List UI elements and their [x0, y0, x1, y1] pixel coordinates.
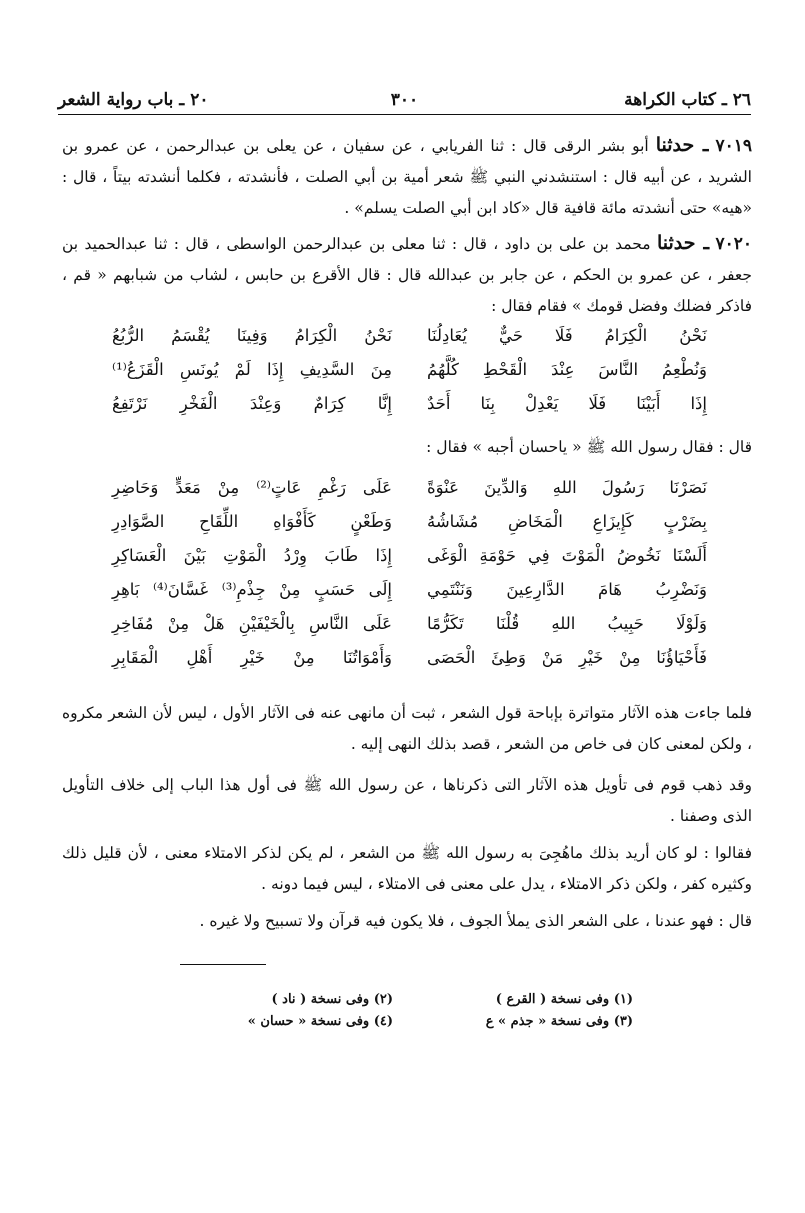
hadith-7020 — [62, 228, 752, 322]
verse-first-hemistich: نَحْنُ الْكِرَامُ فَلَا حَيٌّ يُعَادِلُنَا — [427, 326, 707, 345]
hadith-text-line: محمد بن على بن داود ، قال : ثنا معلى بن عبدالرحمن الواسطى ، قال : ثنا عبدالحميد بن جعفر ، عن — [62, 235, 752, 284]
poem-verse — [112, 642, 707, 676]
poem-verse — [112, 472, 707, 506]
transition-line: قال : فقال رسول الله ﷺ « ياحسان أجبه » فقال : — [426, 438, 752, 456]
hadith-text-line: عمرو بن الحكم ، عن جابر بن عبدالله قال : قال الأقرع بن حابس ، لشاب من شبابهم « قم ، فاذكر فضلك وفضل — [62, 266, 752, 315]
poem-verse — [112, 388, 707, 422]
verse-first-hemistich: بِضَرْبٍ كَإِيزَاعِ الْمَخَاضِ مُشَاشُهُ — [427, 512, 707, 531]
hadith-7019 — [62, 130, 752, 224]
verse-first-hemistich: أَلَسْنَا نَخُوضُ الْمَوْتَ فِي حَوْمَةِ الْوَغَى — [427, 546, 707, 565]
poem-al-aqra — [112, 320, 707, 422]
commentary-paragraph: وقد ذهب قوم فى تأويل هذه الآثار التى ذكرناها ، عن رسول الله ﷺ فى أول هذا الباب إلى خلاف التأويل الذى وصفنا . — [62, 776, 752, 825]
poem-verse — [112, 608, 707, 642]
verse-second-hemistich: إِلَى حَسَبٍ مِنْ جِذْمِ⁽³⁾ غَسَّانَ⁽⁴⁾ بَاهِرِ — [112, 580, 393, 599]
page-header — [58, 88, 751, 115]
verse-second-hemistich: عَلَى النَّاسِ بِالْخَيْفَيْنِ هَلْ مِنْ مُفَاخِرِ — [112, 614, 392, 633]
verse-first-hemistich: وَنُطْعِمُ النَّاسَ عِنْدَ الْقَحْطِ كُلَّهُمُ — [427, 360, 707, 379]
poem-verse — [112, 574, 707, 608]
verse-second-hemistich: وَأَمْوَاتُنَا مِنْ خَيْرِ أَهْلِ الْمَقَابِرِ — [112, 648, 392, 667]
verse-second-hemistich: إِذَا طَابَ وِرْدُ الْمَوْتِ بَيْنَ الْعَسَاكِرِ — [112, 546, 392, 565]
verse-first-hemistich: فَأَحْيَاؤُنَا مِنْ خَيْرِ مَنْ وَطِئَ الْحَصَى — [427, 648, 707, 667]
verse-second-hemistich: نَحْنُ الْكِرَامُ وَفِينَا يُقْسَمُ الرُّبُعُ — [112, 326, 392, 345]
commentary-paragraph: فقالوا : لو كان أريد بذلك ماهُجِىَ به رسول الله ﷺ من الشعر ، لم يكن لذكر الامتلاء معنى ، لأن قليل ذلك وكثيره كفر ، ولكن ذكر الامتلاء ، يدل على معنى فى الامتلاء ، ليس فيما دونه . — [62, 844, 752, 893]
verse-first-hemistich: وَنَضْرِبُ هَامَ الدَّارِعِينَ وَنَنْتَمِي — [427, 580, 707, 599]
verse-first-hemistich: إِذَا أَبَيْنَا فَلَا يَعْدِلْ بِنَا أَحَدٌ — [427, 394, 707, 413]
section-title: ٢٠ ـ باب رواية الشعر — [58, 90, 209, 110]
footnote: (٢) وفى نسخة ( ناد ) — [271, 992, 393, 1007]
hadith-text-line: قومك » فقام فقال : — [491, 297, 624, 315]
footnote: (٣) وفى نسخة « جذم » ع — [485, 1014, 633, 1029]
commentary-paragraph: فلما جاءت هذه الآثار متواترة بإباحة قول الشعر ، ثبت أن مانهى عنه فى الآثار الأول ، ليس لأن الشعر مكروه ، ولكن لمعنى كان فى خاص من الشعر ، قصد بذلك النهى إليه . — [62, 704, 752, 753]
verse-first-hemistich: وَلَوْلَا حَبِيبُ اللهِ قُلْنَا تَكَرُّمًا — [427, 614, 707, 633]
chapter-title: ٢٦ ـ كتاب الكراهة — [624, 90, 751, 110]
poem-verse — [112, 320, 707, 354]
hadith-number: ٧٠٢٠ — [715, 234, 752, 254]
haddathana-phrase: ـ حدثنا — [655, 134, 709, 156]
poem-hassan — [112, 472, 707, 676]
hadith-text-line: أبو بشر الرقى قال : ثنا الفريابي ، عن سفيان ، عن يعلى بن عبدالرحمن ، عن عمرو بن الشريد ، عن — [62, 137, 752, 186]
poem-verse — [112, 354, 707, 388]
verse-first-hemistich: نَصَرْنَا رَسُولَ اللهِ وَالدِّينَ عَنْوَةً — [427, 478, 707, 497]
footnote-separator — [180, 964, 266, 965]
commentary-paragraph: قال : فهو عندنا ، على الشعر الذى يملأ الجوف ، فلا يكون فيه قرآن ولا تسبيح ولا غيره . — [199, 912, 752, 930]
hadith-text-line: أبيه قال : استنشدني النبي ﷺ شعر أمية بن أبي الصلت ، فأنشدته ، فكلما أنشدته بيتاً ، قال : «هيه» حتى أنشدته — [62, 168, 752, 217]
hadith-text-line: مائة قافية قال «كاد ابن أبي الصلت يسلم» . — [344, 199, 627, 217]
poem-verse — [112, 540, 707, 574]
footnote: (٤) وفى نسخة « حسان » — [247, 1014, 393, 1029]
hadith-number: ٧٠١٩ — [715, 136, 752, 156]
verse-second-hemistich: عَلَى رَغْمِ عَاتٍ⁽²⁾ مِنْ مَعَدٍّ وَحَاضِرِ — [112, 478, 392, 497]
page-number: ٣٠٠ — [390, 90, 419, 110]
verse-second-hemistich: إِنَّا كِرَامٌ وَعِنْدَ الْفَخْرِ نَرْتَفِعُ — [112, 394, 392, 413]
verse-second-hemistich: وَطَعْنٍ كَأَفْوَاهِ اللِّقَاحِ الصَّوَادِرِ — [112, 512, 392, 531]
verse-second-hemistich: مِنَ السَّدِيفِ إِذَا لَمْ يُونَسِ الْقَزَعُ⁽¹⁾ — [112, 360, 392, 379]
haddathana-phrase: ـ حدثنا — [656, 232, 710, 254]
poem-verse — [112, 506, 707, 540]
footnote: (١) وفى نسخة ( القرع ) — [495, 992, 633, 1007]
